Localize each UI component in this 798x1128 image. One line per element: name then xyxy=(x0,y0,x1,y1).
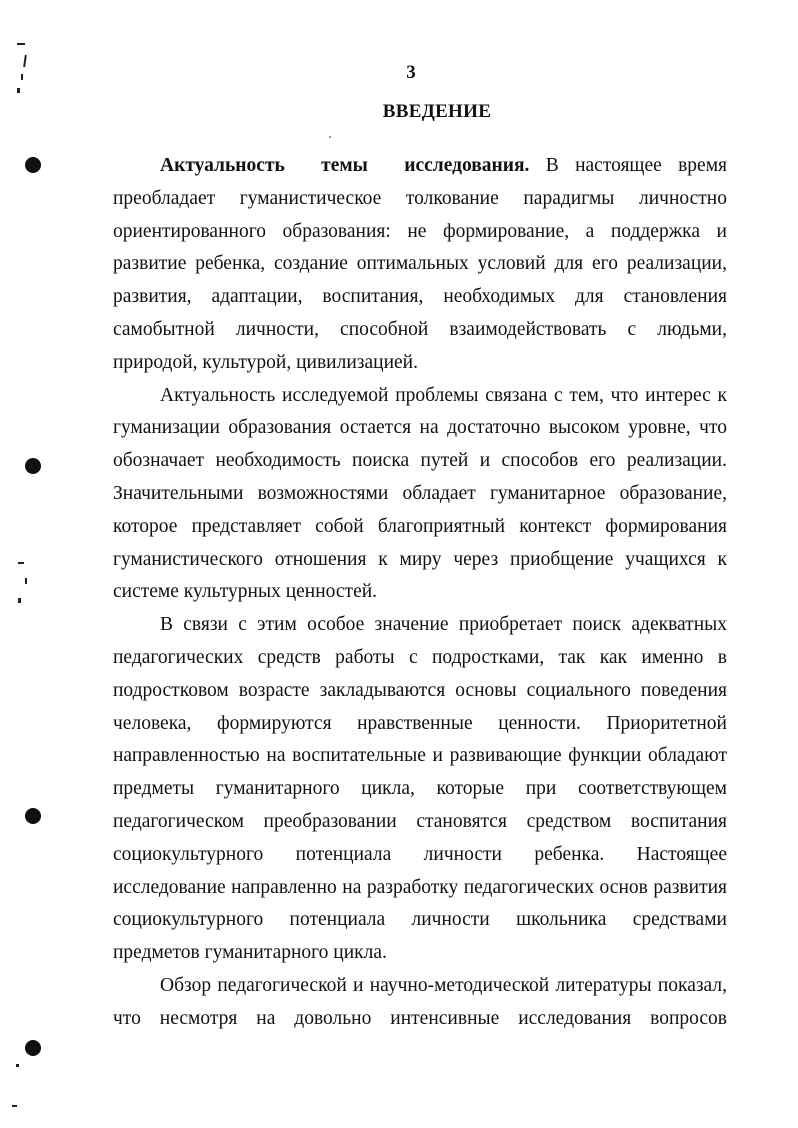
scan-mark xyxy=(16,1064,19,1067)
paragraph-relevance xyxy=(113,150,727,380)
scan-mark xyxy=(329,136,331,138)
paragraph-review: Обзор педагогической и научно-методической литературы показал, что несмотря на довольно интенсивные исследования вопросов xyxy=(113,974,727,1029)
scan-mark xyxy=(25,578,27,584)
scan-mark xyxy=(18,562,24,564)
body-text xyxy=(113,150,727,1036)
binder-hole xyxy=(25,1040,41,1056)
scan-mark xyxy=(21,74,23,80)
binder-hole xyxy=(25,157,41,173)
page-number: 3 xyxy=(406,62,416,83)
paragraph-text: В настоящее время преобладает гуманистическое толкование парадигмы личностно ориентированного образования: не формирование, а поддержка и развитие ребенка, создание оптимальных условий для его реализации, развития, адаптации, воспитания, необходимых для становления самобытной личности, способной взаимодействовать с людьми, природой, культурой, цивилизацией. xyxy=(113,155,727,373)
scan-mark xyxy=(17,88,20,93)
paragraph-problem: Актуальность исследуемой проблемы связана с тем, что интерес к гуманизации образования остается на достаточно высоком уровне, что обозначает необходимость поиска путей и способов его реализации. Значительными возможностями обладает гуманитарное образование, которое представляет собой благоприятный контекст формирования гуманистического отношения к миру через приобщение учащихся к системе культурных ценностей. xyxy=(113,384,727,603)
scan-mark xyxy=(12,1105,17,1107)
scan-mark xyxy=(18,598,21,603)
binder-hole xyxy=(25,458,41,474)
binder-hole xyxy=(25,808,41,824)
paragraph-lead: Актуальность темы исследования. xyxy=(160,155,530,176)
paragraph-means: В связи с этим особое значение приобретает поиск адекватных педагогических средств работы с подростками, так как именно в подростковом возрасте закладываются основы социального поведения человека, формируются нравственные ценности. Приоритетной направленностью на воспитательные и развивающие функции обладают предметы гуманитарного цикла, которые при соответствующем педагогическом преобразовании становятся средством воспитания социокультурного потенциала личности ребенка. Настоящее исследование направленно на разработку педагогических основ развития социокультурного потенциала личности школьника средствами предметов гуманитарного цикла. xyxy=(113,614,727,964)
scan-mark xyxy=(17,43,25,45)
page-heading: ВВЕДЕНИЕ xyxy=(382,101,492,122)
